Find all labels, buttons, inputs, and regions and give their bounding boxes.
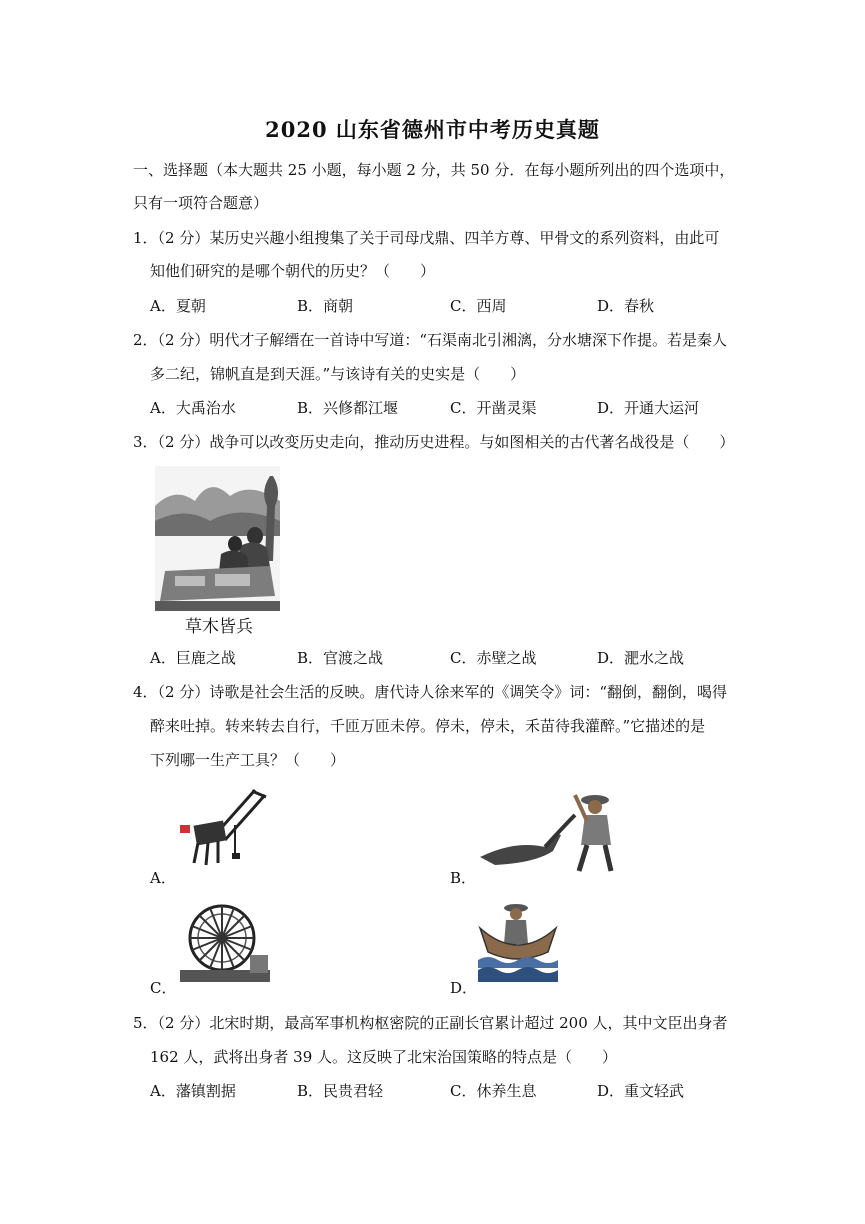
question-2-option-a[interactable]: A．大禹治水 (150, 399, 236, 417)
question-4-option-b[interactable]: B． (450, 869, 477, 887)
question-4-option-a[interactable]: A． (150, 869, 176, 887)
question-3-option-d[interactable]: D．淝水之战 (597, 649, 685, 667)
question-5-line-1: 5．（2 分）北宋时期，最高军事机构枢密院的正副长官累计超过 200 人，其中文臣出身者 (133, 1014, 728, 1032)
plough-icon[interactable] (475, 785, 615, 875)
question-2-option-d[interactable]: D．开通大运河 (597, 399, 700, 417)
question-3-option-b[interactable]: B．官渡之战 (297, 649, 384, 667)
question-4-line-2: 醉来吐掉。转来转去自行，千匝万匝未停。停未，停未，禾苗待我灌醉。”它描述的是 (150, 717, 706, 735)
question-5-option-a[interactable]: A．藩镇割据 (150, 1082, 236, 1100)
figure-caption: 草木皆兵 (185, 617, 253, 637)
battle-scene-icon (155, 466, 280, 611)
question-1-line-1: 1．（2 分）某历史兴趣小组搜集了关于司母戊鼎、四羊方尊、甲骨文的系列资料，由此可 (133, 229, 720, 247)
question-4-line-1: 4．（2 分）诗歌是社会生活的反映。唐代诗人徐来军的《调笑令》词：“翻倒，翻倒，喝得 (133, 683, 728, 701)
question-1-line-2: 知他们研究的是哪个朝代的历史？（ ） (150, 262, 436, 280)
waterwheel-icon[interactable] (180, 900, 270, 985)
section-heading-line-2: 只有一项符合题意） (133, 194, 269, 212)
question-5-option-b[interactable]: B．民贵君轻 (297, 1082, 384, 1100)
question-2-line-1: 2．（2 分）明代才子解缙在一首诗中写道：“石渠南北引湘漓，分水塘深下作提。若是秦人 (133, 331, 728, 349)
boat-icon[interactable] (478, 900, 558, 985)
question-1-option-b[interactable]: B．商朝 (297, 297, 354, 315)
question-5-option-c[interactable]: C．休养生息 (450, 1082, 537, 1100)
question-2-option-b[interactable]: B．兴修都江堰 (297, 399, 399, 417)
question-3-line-1: 3．（2 分）战争可以改变历史走向，推动历史进程。与如图相关的古代著名战役是（ ） (133, 433, 735, 451)
section-heading-line-1: 一、选择题（本大题共 25 小题，每小题 2 分，共 50 分．在每小题所列出的四个选项中， (133, 161, 735, 179)
question-3-option-a[interactable]: A．巨鹿之战 (150, 649, 236, 667)
question-2-line-2: 多二纪，锦帆直是到天涯。”与该诗有关的史实是（ ） (150, 365, 526, 383)
question-3-option-c[interactable]: C．赤壁之战 (450, 649, 537, 667)
question-5-line-2: 162 人，武将出身者 39 人。这反映了北宋治国策略的特点是（ ） (150, 1048, 618, 1066)
question-2-option-c[interactable]: C．开凿灵渠 (450, 399, 537, 417)
question-1-option-d[interactable]: D．春秋 (597, 297, 655, 315)
question-4-option-c[interactable]: C． (150, 979, 177, 997)
question-1-option-c[interactable]: C．西周 (450, 297, 507, 315)
question-4-line-3: 下列哪一生产工具？（ ） (150, 751, 346, 769)
page-title: 2020 山东省德州市中考历史真题 (265, 117, 600, 142)
question-5-option-d[interactable]: D．重文轻武 (597, 1082, 685, 1100)
seed-drill-icon[interactable] (180, 785, 270, 875)
question-1-option-a[interactable]: A．夏朝 (150, 297, 206, 315)
question-4-option-d[interactable]: D． (450, 979, 478, 997)
